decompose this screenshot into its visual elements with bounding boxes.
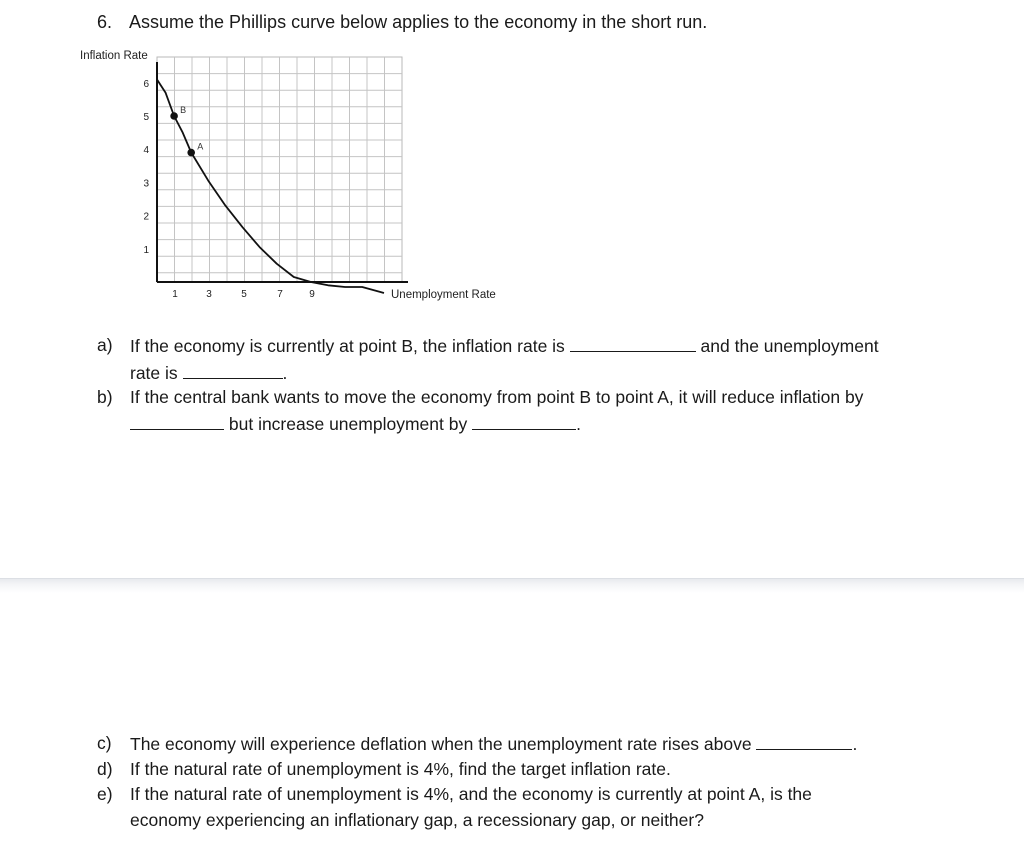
part-a-text	[130, 333, 879, 386]
y-tick-label: 4	[143, 145, 149, 157]
x-tick-label: 1	[172, 289, 178, 300]
part-a-period: .	[282, 362, 288, 383]
part-c-text	[130, 731, 857, 758]
point-b-label: B	[180, 105, 187, 115]
chart-grid	[157, 57, 402, 282]
x-tick-label: 9	[309, 289, 315, 300]
answer-blank-b-inflation[interactable]	[130, 411, 224, 430]
part-a-line2-text: rate is	[130, 362, 183, 383]
part-a-label: a)	[97, 335, 113, 355]
y-tick-label: 6	[143, 78, 149, 90]
part-c	[97, 731, 977, 757]
y-tick-label: 3	[143, 178, 149, 190]
x-tick-label: 5	[241, 289, 247, 300]
y-tick-label: 1	[143, 244, 149, 256]
part-a	[97, 333, 977, 385]
part-c-period: .	[852, 734, 858, 754]
part-a-line1-text: If the economy is currently at point B, the inflation rate is	[130, 336, 570, 356]
part-e-line2-text: economy experiencing an inflationary gap, a recessionary gap, or neither?	[130, 809, 704, 830]
part-b-period: .	[576, 413, 581, 434]
x-axis-label: Unemployment Rate	[391, 289, 496, 301]
answer-blank-c[interactable]	[756, 731, 852, 750]
x-tick-label: 3	[206, 289, 212, 300]
part-d-text	[130, 757, 671, 783]
chart-axes	[157, 62, 408, 282]
part-d	[97, 757, 977, 783]
question-heading	[97, 12, 707, 33]
part-b-line2-text: but increase unemployment by	[228, 413, 473, 434]
part-e	[97, 782, 977, 834]
part-b-line1-text: If the central bank wants to move the economy from point B to point A, it will reduce inflation by	[130, 387, 864, 407]
part-b	[97, 385, 977, 437]
part-d-label: d)	[97, 759, 113, 779]
part-b-text	[130, 385, 863, 437]
y-axis-label: Inflation Rate	[80, 50, 148, 62]
x-tick-label: 7	[277, 289, 283, 300]
point-a-marker	[187, 149, 195, 157]
part-a-line1-tail: and the unemployment	[700, 336, 879, 356]
part-b-label: b)	[97, 387, 113, 407]
y-tick-label: 5	[143, 112, 149, 123]
part-e-text	[130, 782, 812, 833]
question-number: 6.	[97, 12, 113, 32]
part-e-line1-text: If the natural rate of unemployment is 4%, and the economy is currently at point A, is the	[130, 784, 812, 804]
answer-blank-a-unemployment[interactable]	[183, 360, 283, 379]
point-b-marker	[170, 112, 178, 120]
answer-blank-a-inflation[interactable]	[570, 333, 696, 352]
part-d-line1-text: If the natural rate of unemployment is 4%, find the target inflation rate.	[130, 759, 671, 779]
point-a-label: A	[197, 141, 204, 152]
phillips-curve-chart	[0, 40, 540, 310]
answer-blank-b-unemployment[interactable]	[472, 411, 576, 430]
page-divider	[0, 578, 1024, 593]
y-tick-label: 2	[143, 211, 149, 223]
part-e-label: e)	[97, 784, 113, 804]
question-prompt: Assume the Phillips curve below applies to the economy in the short run.	[129, 12, 708, 32]
part-c-line1-text: The economy will experience deflation when the unemployment rate rises above	[130, 734, 757, 754]
part-c-label: c)	[97, 733, 112, 753]
